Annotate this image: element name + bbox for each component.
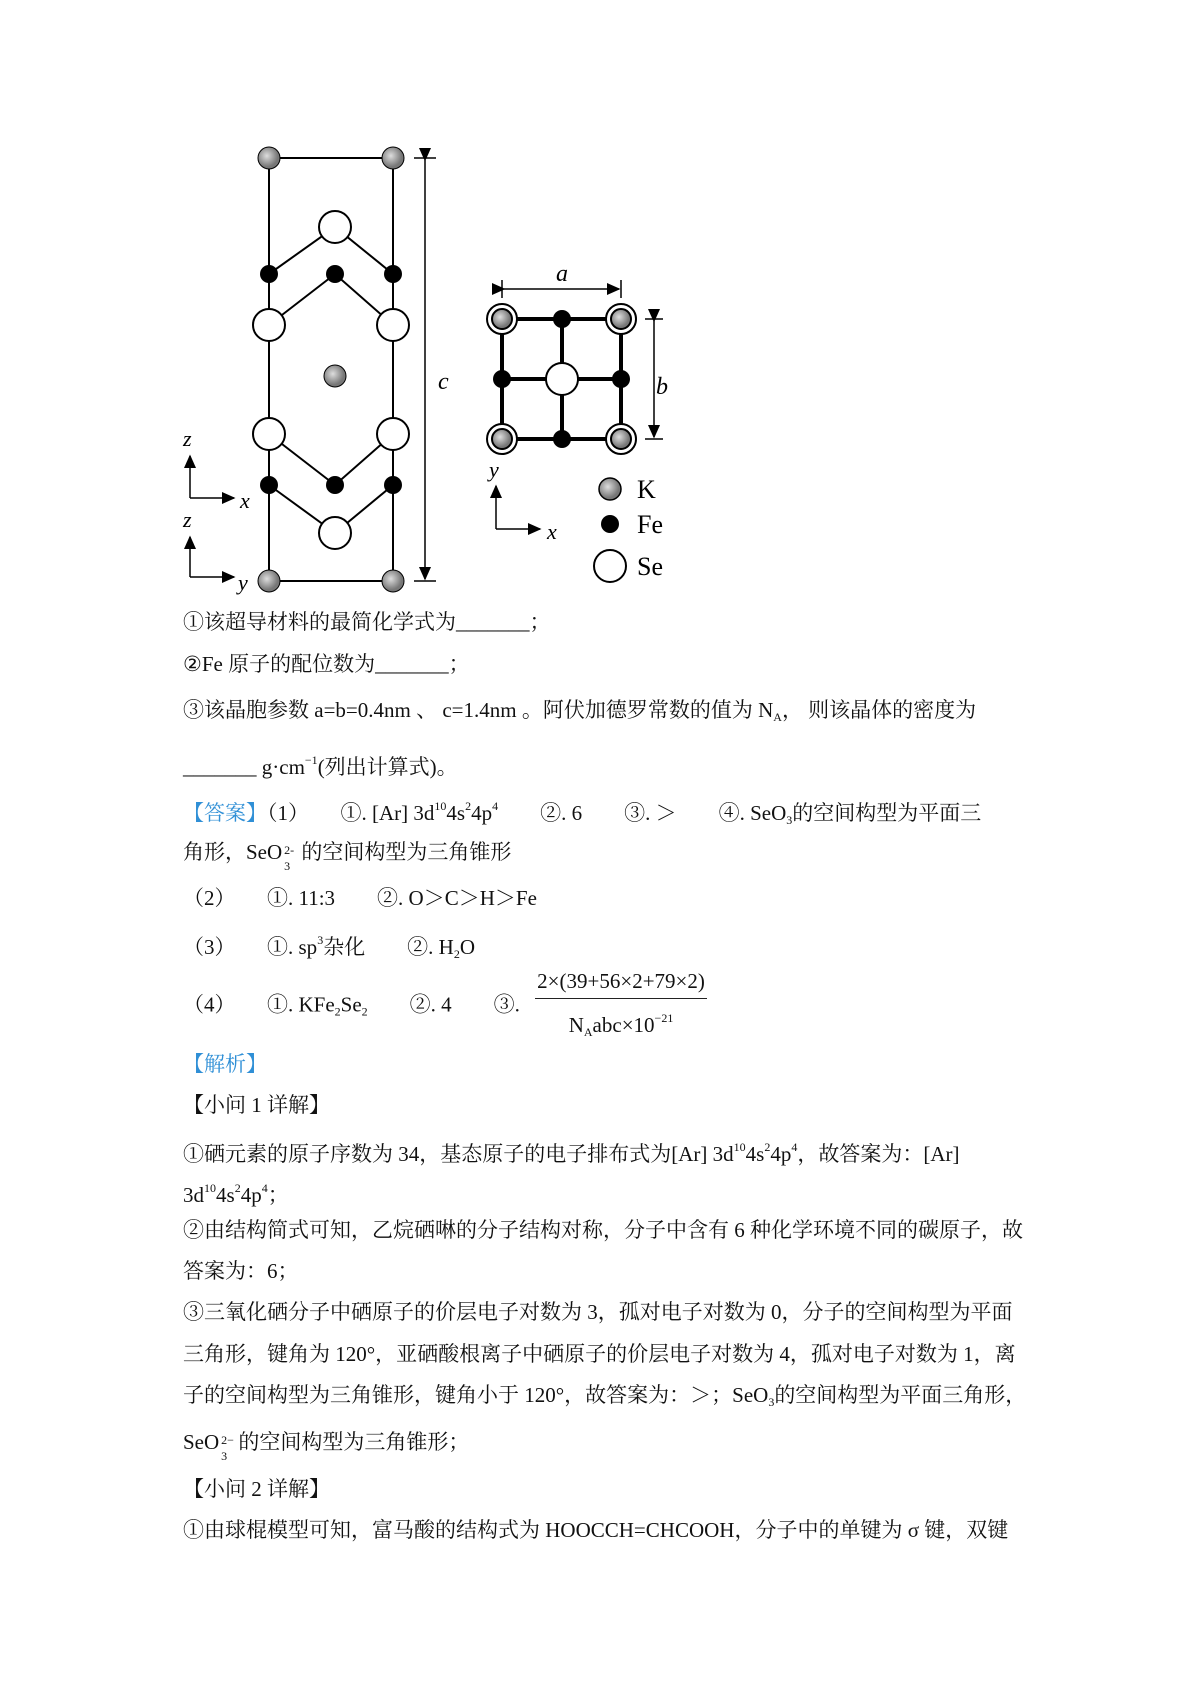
sub-question-2-heading: 【小问 2 详解】 (183, 1477, 330, 1501)
answer-1-cont: 角形，SeO 2- 3 的空间构型为三角锥形 (183, 840, 512, 873)
analysis-line: SeO 2− 3 的空间构型为三角锥形； (183, 1430, 470, 1463)
b-label: b (656, 374, 668, 400)
y-axis-label: y (238, 570, 248, 595)
x-axis-label: x (240, 488, 250, 513)
analysis-line: 答案为：6； (183, 1259, 299, 1283)
analysis-line: $3d^{10}4s^24p^4$； (183, 1181, 289, 1207)
svg-text:Fe: Fe (637, 510, 663, 539)
question-3: ③该晶胞参数 a=b=0.4nm 、 c=1.4nm 。阿伏加德罗常数的值为 $N_A$， 则该晶体的密度为 (183, 698, 977, 724)
side-atoms (253, 147, 409, 592)
c-dimension-arrow (414, 158, 436, 581)
c-label: c (438, 369, 449, 395)
se-legend-icon (594, 550, 626, 582)
k-legend-icon (599, 478, 621, 500)
answer-3: （3） ①. $sp^3$杂化 ②. $H_2O$ (183, 933, 476, 961)
question-2: ②Fe 原子的配位数为_______； (183, 652, 470, 676)
analysis-line: ①硒元素的原子序数为 34，基态原子的电子排布式为[Ar] $3d^{10}4s^24p^4$，故答案为：[Ar] (183, 1140, 960, 1166)
density-fraction: $\frac{2\times(39+56\times 2+79\times 2)}{N_Aabc\times 10^{-21}}$ (537, 969, 705, 1039)
axes-zx (190, 456, 234, 498)
question-1: ①该超导材料的最简化学式为_______； (183, 610, 551, 634)
analysis-tag: 【解析】 (183, 1052, 267, 1076)
answer-tag: 【答案】 (183, 801, 267, 825)
z-axis-label: z (183, 426, 192, 451)
fe-legend-icon (601, 515, 619, 533)
sub-question-1-heading: 【小问 1 详解】 (183, 1093, 330, 1117)
answer-4: （4） ①. $KFe_2Se_2$ ②. 4 ③. $\frac{2\times(39+56\times 2+79\times 2)}{N_Aabc\times 10^{-21}}$ (183, 968, 707, 1045)
crystal-structure-figure (0, 0, 720, 620)
answer-1: 【答案】（1） ①. [Ar] $3d^{10}4s^24p^4$ ②. 6 ③. ＞ ④. SeO$_3$的空间构型为平面三 (183, 799, 982, 827)
svg-text:Se: Se (637, 552, 663, 581)
answer-2: （2） ①. 11:3 ②. O＞C＞H＞Fe (183, 886, 537, 910)
a-label: a (556, 261, 568, 287)
analysis-line: ③三氧化硒分子中硒原子的价层电子对数为 3，孤对电子对数为 0，分子的空间构型为平面 (183, 1300, 1013, 1324)
svg-text:K: K (637, 475, 656, 504)
z-axis-label: z (183, 507, 192, 532)
y-axis-label: y (489, 457, 499, 482)
x-axis-label: x (547, 519, 557, 544)
analysis-line: ①由球棍模型可知，富马酸的结构式为 HOOCCH=CHCOOH，分子中的单键为 σ 键，双键 (183, 1518, 1009, 1542)
analysis-line: 三角形，键角为 120°，亚硒酸根离子中硒原子的价层电子对数为 4，孤对电子对数为 1，离 (183, 1342, 1016, 1366)
analysis-line: 子的空间构型为三角锥形，键角小于 120°，故答案为：＞；SeO$_3$的空间构型为平面三角形， (183, 1383, 1027, 1409)
analysis-line: ②由结构简式可知，乙烷硒啉的分子结构对称，分子中含有 6 种化学环境不同的碳原子，故 (183, 1218, 1023, 1242)
axes-zy (190, 537, 234, 577)
axes-yx (496, 486, 540, 529)
legend (594, 475, 663, 582)
top-atoms (487, 304, 636, 454)
question-3-cont: _______ $g\cdot cm^{-1}$(列出计算式)。 (183, 753, 458, 779)
